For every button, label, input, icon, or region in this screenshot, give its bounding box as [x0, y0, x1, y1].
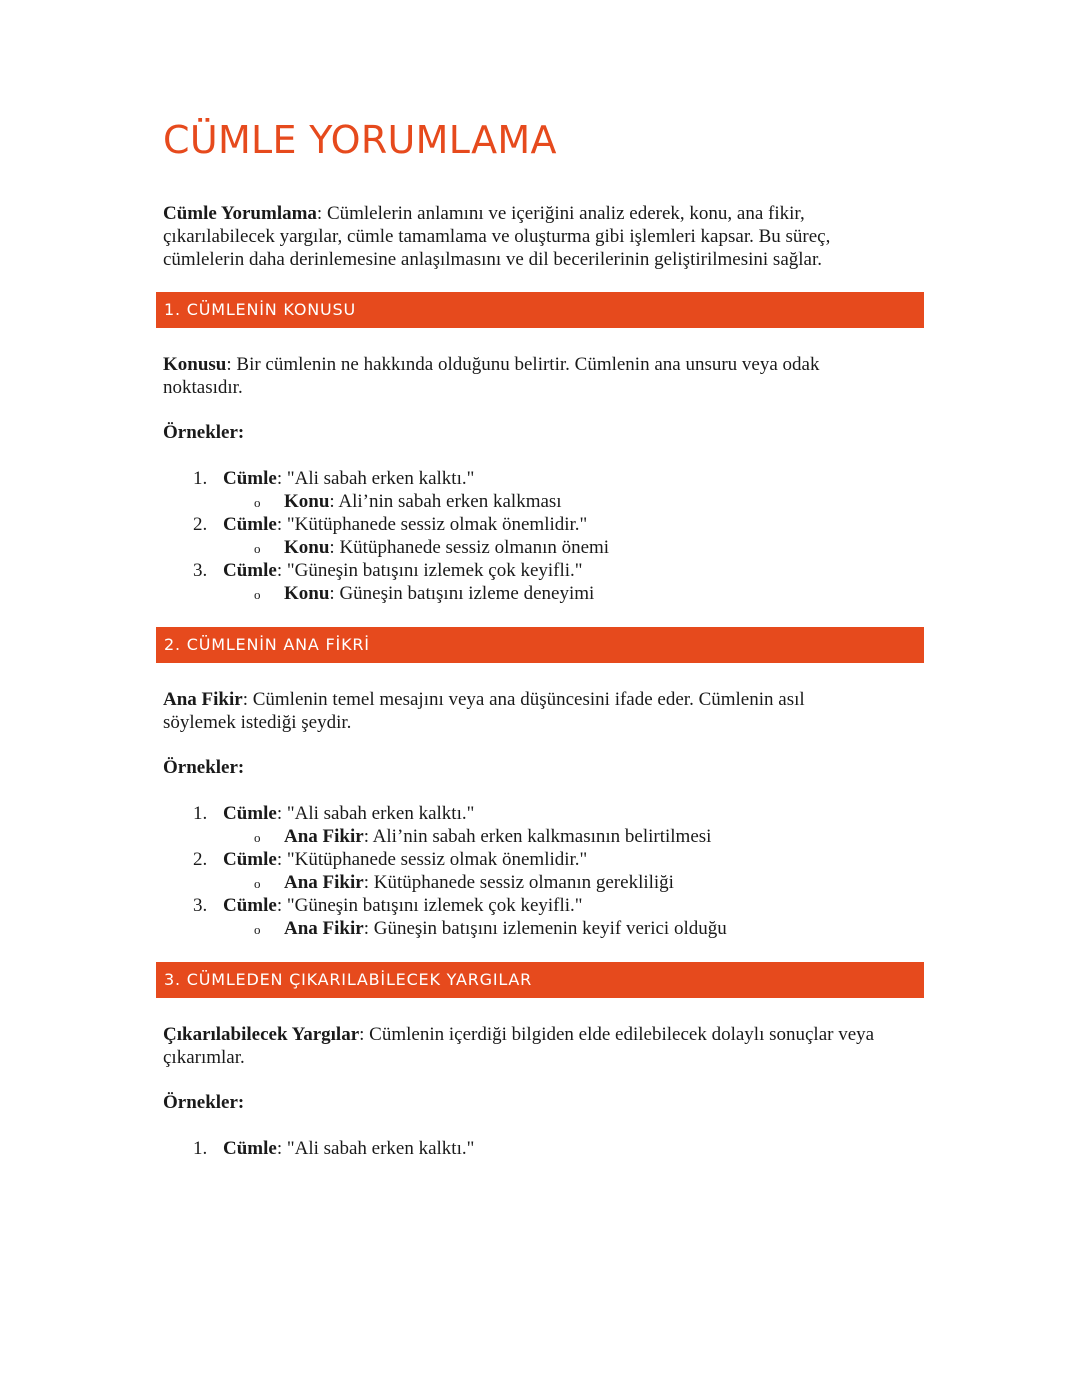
- item-sentence: : "Ali sabah erken kalktı.": [276, 1138, 475, 1159]
- item-sentence: : "Güneşin batışını izlemek çok keyifli.": [276, 895, 583, 916]
- item-number: 1.: [193, 468, 208, 489]
- item-label: Cümle: [223, 560, 277, 581]
- item-sentence: : "Kütüphanede sessiz olmak önemlidir.": [276, 849, 588, 870]
- section-3-term: Çıkarılabilecek Yargılar: [163, 1024, 360, 1045]
- item-sentence: : "Kütüphanede sessiz olmak önemlidir.": [276, 514, 588, 535]
- section-header-2-text: 2. CÜMLENİN ANA FİKRİ: [164, 635, 370, 654]
- sub-item-text: : Güneşin batışını izlemenin keyif verici olduğu: [363, 918, 727, 939]
- section-2-def-line-1: : Cümlenin temel mesajını veya ana düşüncesini ifade eder. Cümlenin asıl: [242, 689, 805, 710]
- intro-line-2: çıkarılabilecek yargılar, cümle tamamlama ve oluşturma gibi işlemleri kapsar. Bu süreç,: [163, 226, 831, 247]
- item-number: 3.: [193, 895, 208, 916]
- item-sentence: : "Güneşin batışını izlemek çok keyifli.": [276, 560, 583, 581]
- item-label: Cümle: [223, 468, 277, 489]
- page-title: CÜMLE YORUMLAMA: [163, 118, 557, 162]
- section-3-examples-label: Örnekler:: [163, 1092, 245, 1113]
- list-item: [163, 802, 943, 825]
- section-3-def-line-2: çıkarımlar.: [163, 1047, 245, 1068]
- sub-list-item: [163, 490, 943, 513]
- item-number: 3.: [193, 560, 208, 581]
- item-label: Cümle: [223, 803, 277, 824]
- section-header-1: [156, 292, 924, 328]
- intro-term: Cümle Yorumlama: [163, 203, 317, 224]
- section-1-examples-list: [163, 467, 943, 605]
- sub-list-item: [163, 917, 943, 940]
- sub-list-item: [163, 871, 943, 894]
- section-2-examples-list: [163, 802, 943, 940]
- item-number: 1.: [193, 803, 208, 824]
- item-number: 1.: [193, 1138, 208, 1159]
- section-1-def-line-1: : Bir cümlenin ne hakkında olduğunu belirtir. Cümlenin ana unsuru veya odak: [226, 354, 820, 375]
- sub-list-item: [163, 825, 943, 848]
- list-item: [163, 848, 943, 871]
- section-header-1-text: 1. CÜMLENİN KONUSU: [164, 300, 356, 319]
- section-1-term: Konusu: [163, 354, 227, 375]
- sub-item-label: Ana Fikir: [284, 872, 364, 893]
- sub-item-label: Ana Fikir: [284, 826, 364, 847]
- item-sentence: : "Ali sabah erken kalktı.": [276, 803, 475, 824]
- sub-item-label: Konu: [284, 491, 330, 512]
- item-label: Cümle: [223, 514, 277, 535]
- section-header-2: [156, 627, 924, 663]
- sub-item-text: : Ali’nin sabah erken kalkmasının belirtilmesi: [363, 826, 712, 847]
- circle-bullet-icon: o: [254, 830, 261, 845]
- sub-item-label: Konu: [284, 583, 330, 604]
- section-header-3: [156, 962, 924, 998]
- circle-bullet-icon: o: [254, 541, 261, 556]
- circle-bullet-icon: o: [254, 495, 261, 510]
- sub-item-text: : Kütüphanede sessiz olmanın gerekliliği: [363, 872, 674, 893]
- sub-item-label: Konu: [284, 537, 330, 558]
- section-3-definition: [163, 1023, 923, 1069]
- section-1-def-line-2: noktasıdır.: [163, 377, 243, 398]
- section-2-def-line-2: söylemek istediği şeydir.: [163, 712, 352, 733]
- circle-bullet-icon: o: [254, 876, 261, 891]
- sub-item-text: : Kütüphanede sessiz olmanın önemi: [329, 537, 610, 558]
- section-1-definition: [163, 353, 923, 399]
- item-label: Cümle: [223, 895, 277, 916]
- list-item: [163, 894, 943, 917]
- section-header-3-text: 3. CÜMLEDEN ÇIKARILABİLECEK YARGILAR: [164, 970, 533, 989]
- list-item: [163, 513, 943, 536]
- list-item: [163, 1137, 943, 1160]
- sub-item-text: : Ali’nin sabah erken kalkması: [329, 491, 562, 512]
- section-2-definition: [163, 688, 923, 734]
- section-2-examples-label: Örnekler:: [163, 757, 245, 778]
- item-label: Cümle: [223, 849, 277, 870]
- intro-paragraph: [163, 202, 923, 271]
- intro-text: : Cümlelerin anlamını ve içeriğini analiz ederek, konu, ana fikir,: [316, 203, 805, 224]
- sub-list-item: [163, 536, 943, 559]
- list-item: [163, 467, 943, 490]
- section-2-term: Ana Fikir: [163, 689, 243, 710]
- list-item: [163, 559, 943, 582]
- item-number: 2.: [193, 849, 208, 870]
- item-label: Cümle: [223, 1138, 277, 1159]
- circle-bullet-icon: o: [254, 922, 261, 937]
- circle-bullet-icon: o: [254, 587, 261, 602]
- section-3-examples-list: [163, 1137, 943, 1160]
- sub-item-text: : Güneşin batışını izleme deneyimi: [329, 583, 595, 604]
- section-1-examples-label: Örnekler:: [163, 422, 245, 443]
- sub-list-item: [163, 582, 943, 605]
- item-sentence: : "Ali sabah erken kalktı.": [276, 468, 475, 489]
- item-number: 2.: [193, 514, 208, 535]
- intro-line-3: cümlelerin daha derinlemesine anlaşılmasını ve dil becerilerinin geliştirilmesini sağlar.: [163, 249, 822, 270]
- section-3-def-line-1: : Cümlenin içerdiği bilgiden elde edilebilecek dolaylı sonuçlar veya: [359, 1024, 875, 1045]
- sub-item-label: Ana Fikir: [284, 918, 364, 939]
